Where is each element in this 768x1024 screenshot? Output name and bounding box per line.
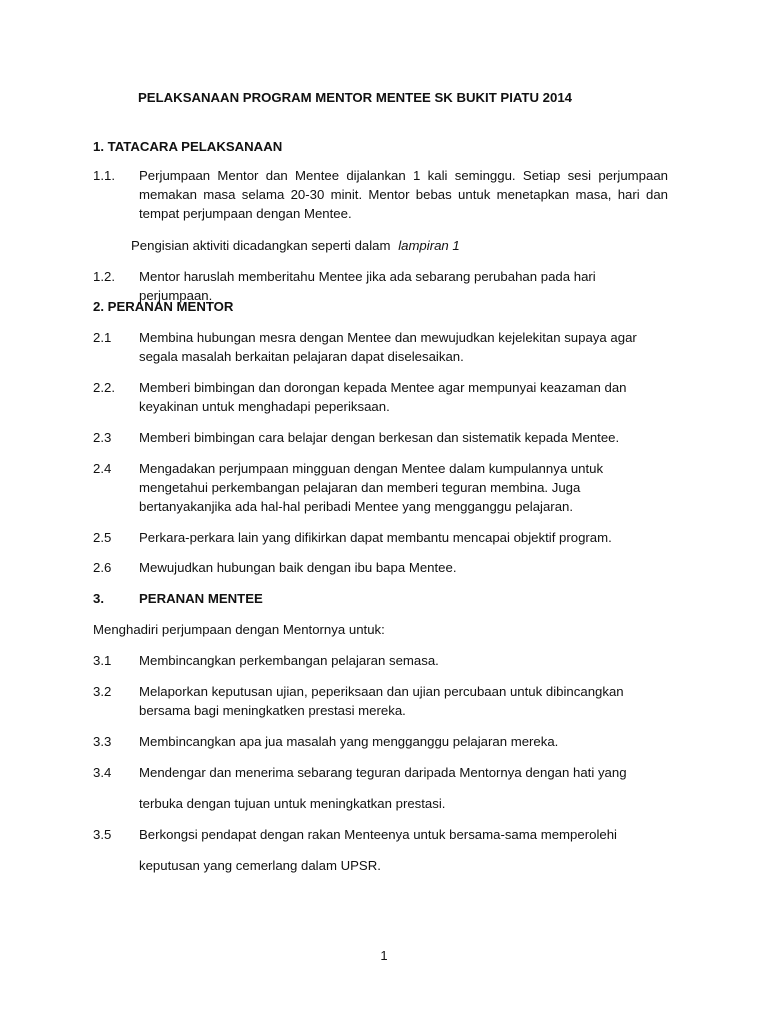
section-intro: Menghadiri perjumpaan dengan Mentornya untuk: xyxy=(93,622,385,637)
section-heading-1: 1. TATACARA PELAKSANAAN xyxy=(93,139,283,154)
list-item-3-4 xyxy=(93,763,668,813)
item-text: Membina hubungan mesra dengan Mentee dan mewujudkan kejelekitan supaya agar segala masalah berkaitan pelajaran dapat diselesaikan. xyxy=(139,330,637,364)
section-number: 3. xyxy=(93,591,104,606)
list-item-2-2 xyxy=(93,378,668,416)
list-item-2-6 xyxy=(93,558,668,577)
item-number: 2.4 xyxy=(93,461,112,476)
item-text: Memberi bimbingan cara belajar dengan berkesan dan sistematik kepada Mentee. xyxy=(139,430,620,445)
document-title: PELAKSANAAN PROGRAM MENTOR MENTEE SK BUKIT PIATU 2014 xyxy=(138,90,573,105)
list-item-3-3 xyxy=(93,732,668,751)
list-item-3-5 xyxy=(93,825,668,875)
list-item-1-1 xyxy=(93,166,668,223)
item-number: 2.1 xyxy=(93,330,112,345)
list-item-2-4 xyxy=(93,459,668,516)
section-heading-2: 2. PERANAN MENTOR xyxy=(93,299,234,314)
list-item-2-5 xyxy=(93,528,668,547)
list-item-3-2 xyxy=(93,682,668,720)
item-text: Membincangkan apa jua masalah yang mengganggu pelajaran mereka. xyxy=(139,734,559,749)
list-item-2-3 xyxy=(93,428,668,447)
item-number: 3.5 xyxy=(93,827,112,842)
item-text: Memberi bimbingan dan dorongan kepada Mentee agar mempunyai keazaman dan keyakinan untuk menghadapi peperiksaan. xyxy=(139,380,627,414)
item-number: 1.2. xyxy=(93,269,115,284)
item-number: 3.1 xyxy=(93,653,112,668)
item-number: 1.1. xyxy=(93,168,115,183)
item-text: Melaporkan keputusan ujian, peperiksaan dan ujian percubaan untuk dibincangkan bersama bagi meningkatken prestasi mereka. xyxy=(139,684,624,718)
item-number: 2.3 xyxy=(93,430,112,445)
item-number: 2.2. xyxy=(93,380,115,395)
item-text-continued: terbuka dengan tujuan untuk meningkatkan prestasi. xyxy=(139,796,446,811)
section-heading-3 xyxy=(93,589,263,608)
item-text: Berkongsi pendapat dengan rakan Menteenya untuk bersama-sama memperolehi xyxy=(139,827,617,842)
list-item-3-1 xyxy=(93,651,668,670)
item-text: Mengadakan perjumpaan mingguan dengan Mentee dalam kumpulannya untuk mengetahui perkembangan pelajaran dan memberi teguran membina. Juga bertanyakanjika ada hal-hal peribadi Mentee yang mengganggu pelajaran. xyxy=(139,461,604,514)
item-number: 2.5 xyxy=(93,530,112,545)
section-title: PERANAN MENTEE xyxy=(139,591,263,606)
item-text: Mewujudkan hubungan baik dengan ibu bapa Mentee. xyxy=(139,560,457,575)
item-number: 3.2 xyxy=(93,684,112,699)
list-item-2-1 xyxy=(93,328,668,366)
item-text: Perjumpaan Mentor dan Mentee dijalankan 1 kali seminggu. Setiap sesi perjumpaan memakan masa selama 20-30 minit. Mentor bebas untuk menetapkan masa, hari dan tempat perjumpaan dengan Mentee. xyxy=(139,168,668,221)
item-number: 3.3 xyxy=(93,734,112,749)
item-text: Membincangkan perkembangan pelajaran semasa. xyxy=(139,653,439,668)
activity-note xyxy=(131,236,460,255)
item-text-continued: keputusan yang cemerlang dalam UPSR. xyxy=(139,858,381,873)
item-text: Perkara-perkara lain yang difikirkan dapat membantu mencapai objektif program. xyxy=(139,530,612,545)
item-text: Mendengar dan menerima sebarang teguran daripada Mentornya dengan hati yang xyxy=(139,765,627,780)
item-number: 3.4 xyxy=(93,765,112,780)
item-number: 2.6 xyxy=(93,560,112,575)
item-text: Mentor haruslah memberitahu Mentee jika ada sebarang perubahan pada hari perjumpaan. xyxy=(139,269,596,303)
note-reference: lampiran 1 xyxy=(398,238,460,253)
note-text: Pengisian aktiviti dicadangkan seperti dalam xyxy=(131,238,391,253)
page-number: 1 xyxy=(380,948,388,963)
